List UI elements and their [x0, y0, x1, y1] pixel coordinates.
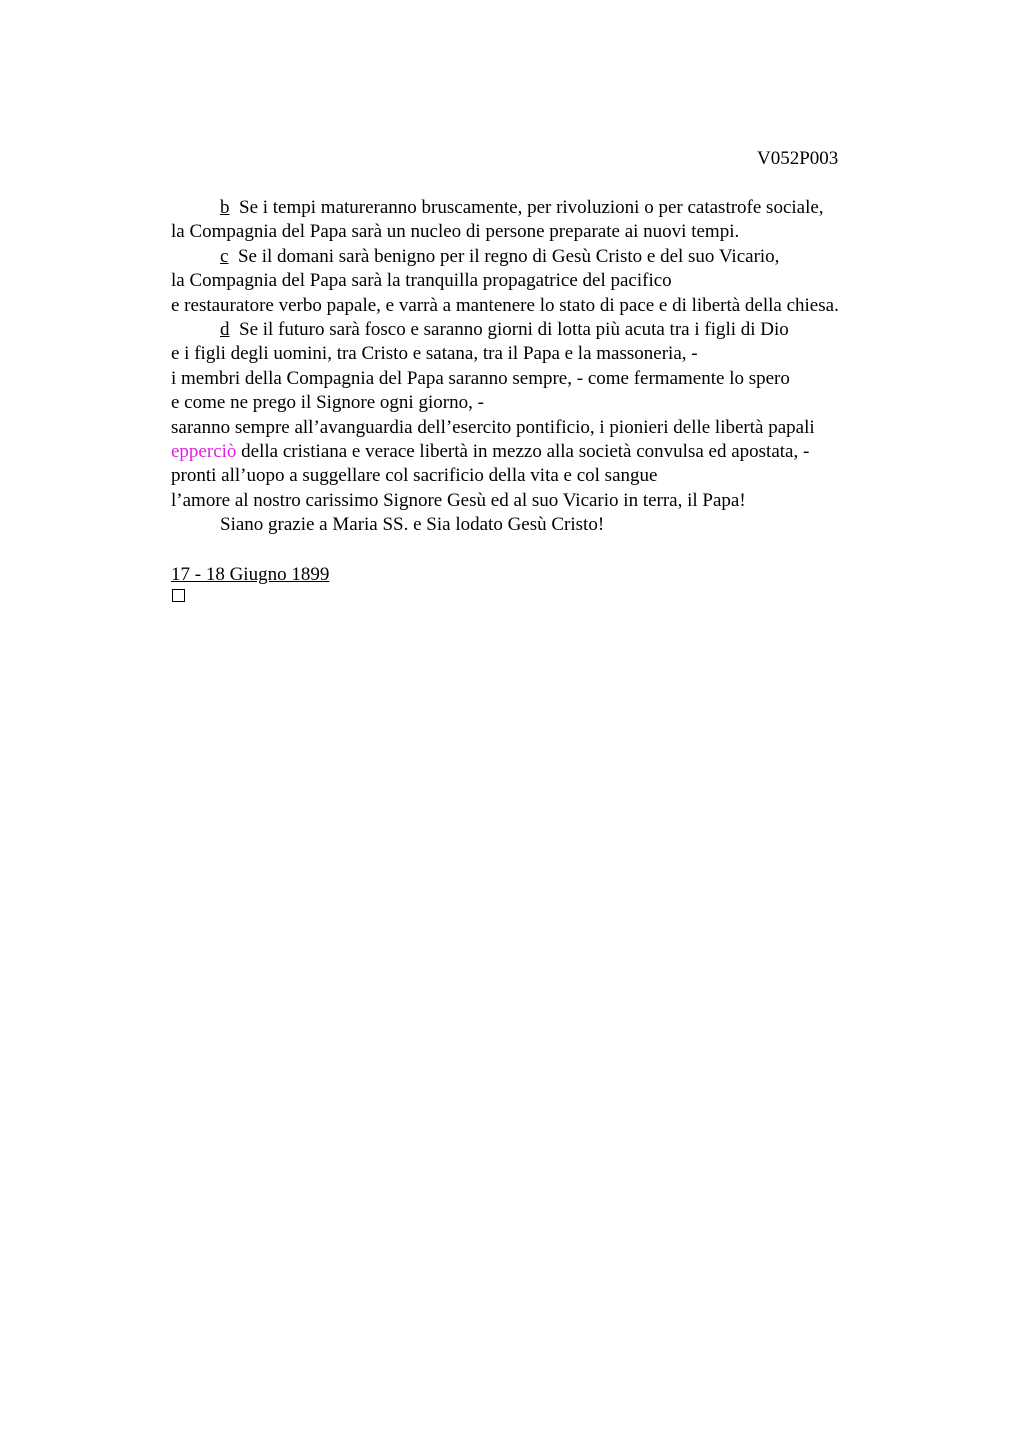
- paragraph-c-line-1: [171, 245, 931, 269]
- paragraph-d-line-6-rest: della cristiana e verace libertà in mezzo alla società convulsa ed apostata, -: [236, 441, 810, 463]
- paragraph-d-line-8: l’amore al nostro carissimo Signore Gesù ed al suo Vicario in terra, il Papa!: [171, 489, 746, 511]
- document-body: [171, 196, 931, 538]
- paragraph-d-line-7: pronti all’uopo a suggellare col sacrificio della vita e col sangue: [171, 465, 658, 487]
- paragraph-d-line-5: saranno sempre all’avanguardia dell’esercito pontificio, i pionieri delle libertà papali: [171, 416, 815, 438]
- paragraph-c-line-3: e restauratore verbo papale, e varrà a mantenere lo stato di pace e di libertà della chiesa.: [171, 294, 839, 316]
- paragraph-c-line-2: la Compagnia del Papa sarà la tranquilla propagatrice del pacifico: [171, 270, 672, 292]
- document-date: 17 - 18 Giugno 1899: [171, 564, 330, 585]
- paragraph-d-line-1: [171, 318, 931, 342]
- paragraph-b-line-1: [171, 196, 931, 220]
- paragraph-c-text: Se il domani sarà benigno per il regno di Gesù Cristo e del suo Vicario,: [228, 245, 780, 267]
- highlighted-word: epperciò: [171, 441, 237, 463]
- paragraph-b-text: Se i tempi matureranno bruscamente, per rivoluzioni o per catastrofe sociale,: [229, 197, 824, 218]
- item-marker-d: d: [220, 319, 230, 341]
- reference-code: V052P003: [757, 148, 839, 169]
- paragraph-d-text: Se il futuro sarà fosco e saranno giorni di lotta più acuta tra i figli di Dio: [229, 319, 789, 341]
- item-marker-b: b: [220, 197, 230, 218]
- item-marker-c: c: [220, 245, 229, 267]
- empty-square-icon: [172, 589, 185, 602]
- paragraph-d-line-6: [171, 440, 931, 464]
- paragraph-b-line-2: la Compagnia del Papa sarà un nucleo di persone preparate ai nuovi tempi.: [171, 221, 740, 243]
- paragraph-d-line-2: e i figli degli uomini, tra Cristo e satana, tra il Papa e la massoneria, -: [171, 343, 698, 365]
- paragraph-d-line-3: i membri della Compagnia del Papa saranno sempre, - come fermamente lo spero: [171, 367, 790, 389]
- closing-line: Siano grazie a Maria SS. e Sia lodato Gesù Cristo!: [220, 514, 605, 536]
- paragraph-d-line-4: e come ne prego il Signore ogni giorno, -: [171, 392, 484, 414]
